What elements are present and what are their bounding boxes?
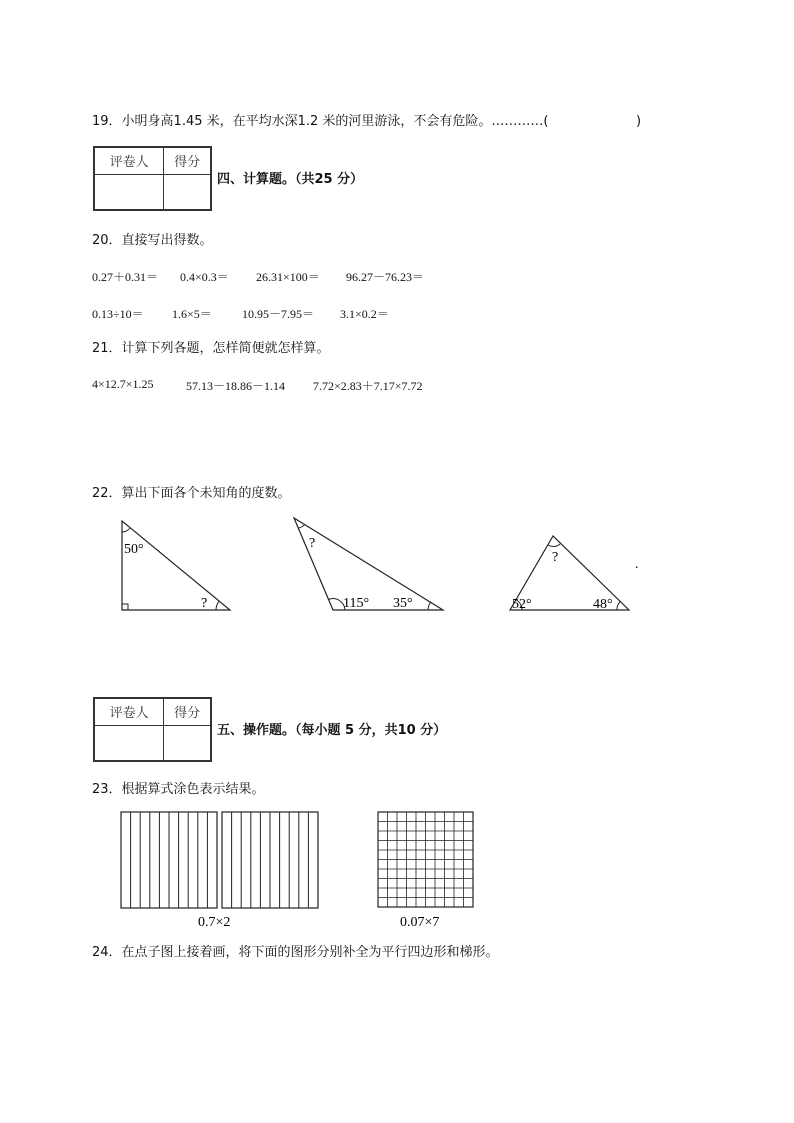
strip-grid-1[interactable] bbox=[121, 812, 217, 908]
tri2-angle-115: 115° bbox=[343, 596, 370, 611]
section5-title: 五、操作题。（每小题 5 分，共10 分） bbox=[217, 723, 447, 738]
stray-dot: . bbox=[635, 557, 639, 572]
q20-r2-c2: 1.6×5＝ bbox=[172, 307, 212, 321]
q23-text: 23．根据算式涂色表示结果。 bbox=[92, 782, 265, 797]
grader-label: 评卷人 bbox=[94, 147, 164, 174]
q19-answer-close: ) bbox=[636, 114, 642, 129]
q20-r1-c4: 96.27－76.23＝ bbox=[346, 270, 425, 284]
tri2-unknown: ? bbox=[309, 536, 316, 551]
q20-r1-c3: 26.31×100＝ bbox=[256, 270, 320, 284]
tri2-angle-35: 35° bbox=[393, 596, 413, 611]
q20-r1-c1: 0.27＋0.31＝ bbox=[92, 270, 159, 284]
label-0-7x2: 0.7×2 bbox=[198, 915, 231, 930]
q21-item-1: 4×12.7×1.25 bbox=[92, 377, 154, 391]
tri3-angle-48: 48° bbox=[593, 597, 613, 612]
q19-body: 小明身高1.45 米，在平均水深1.2 米的河里游泳，不会有危险。…………( bbox=[121, 114, 549, 129]
q19-number: 19． bbox=[92, 114, 122, 129]
q24-text: 24．在点子图上接着画，将下面的图形分别补全为平行四边形和梯形。 bbox=[92, 945, 499, 960]
q20-r1-c2: 0.4×0.3＝ bbox=[180, 270, 229, 284]
q21-item-3: 7.72×2.83＋7.17×7.72 bbox=[313, 379, 423, 393]
q20-text: 20．直接写出得数。 bbox=[92, 233, 213, 248]
section4-title: 四、计算题。（共25 分） bbox=[217, 172, 364, 187]
q21-item-2: 57.13－18.86－1.14 bbox=[186, 379, 286, 393]
strip-grid-2[interactable] bbox=[222, 812, 318, 908]
label-0-07x7: 0.07×7 bbox=[400, 915, 440, 930]
grader-label: 评卷人 bbox=[94, 698, 164, 725]
hundred-grid[interactable] bbox=[378, 812, 473, 907]
q21-text: 21．计算下列各题，怎样简便就怎样算。 bbox=[92, 341, 330, 356]
tri1-unknown: ? bbox=[201, 596, 208, 611]
q20-r2-c3: 10.95－7.95＝ bbox=[242, 307, 315, 321]
q22-text: 22．算出下面各个未知角的度数。 bbox=[92, 486, 291, 501]
tri3-unknown: ? bbox=[552, 550, 559, 565]
q20-r2-c1: 0.13÷10＝ bbox=[92, 307, 144, 321]
score-label: 得分 bbox=[164, 698, 211, 725]
tri3-angle-52: 52° bbox=[512, 597, 532, 612]
q20-r2-c4: 3.1×0.2＝ bbox=[340, 307, 389, 321]
score-label: 得分 bbox=[164, 147, 211, 174]
tri1-angle-50: 50° bbox=[124, 542, 144, 557]
